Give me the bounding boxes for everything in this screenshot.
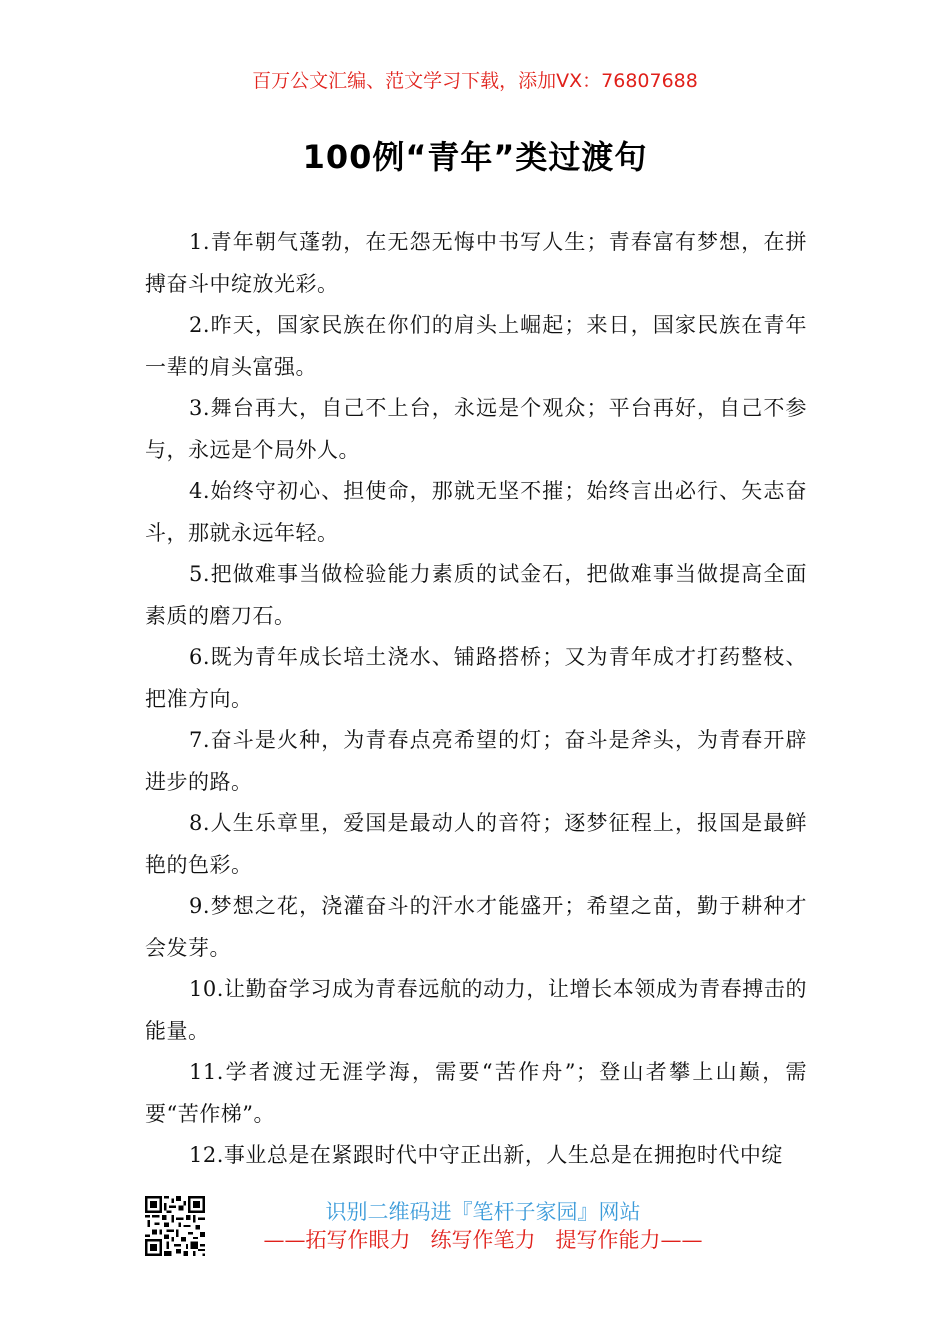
list-item: 2.昨天，国家民族在你们的肩头上崛起；来日，国家民族在青年一辈的肩头富强。 bbox=[145, 313, 807, 379]
header-note: 百万公文汇编、范文学习下载，添加VX：76807688 bbox=[252, 70, 698, 92]
list-item: 4.始终守初心、担使命，那就无坚不摧；始终言出必行、矢志奋斗，那就永远年轻。 bbox=[145, 479, 807, 545]
footer-website-link[interactable]: 识别二维码进『笔杆子家园』网站 bbox=[325, 1200, 641, 1224]
list-item: 5.把做难事当做检验能力素质的试金石，把做难事当做提高全面素质的磨刀石。 bbox=[145, 562, 807, 628]
list-item: 3.舞台再大，自己不上台，永远是个观众；平台再好，自己不参与，永远是个局外人。 bbox=[145, 396, 807, 462]
list-item: 11.学者渡过无涯学海，需要“苦作舟”；登山者攀上山巅，需要“苦作梯”。 bbox=[145, 1060, 807, 1126]
list-item: 8.人生乐章里，爱国是最动人的音符；逐梦征程上，报国是最鲜艳的色彩。 bbox=[145, 811, 807, 877]
list-item: 12.事业总是在紧跟时代中守正出新，人生总是在拥抱时代中绽 bbox=[189, 1143, 783, 1167]
list-item: 1.青年朝气蓬勃，在无怨无悔中书写人生；青春富有梦想，在拼搏奋斗中绽放光彩。 bbox=[145, 230, 807, 296]
footer bbox=[0, 1192, 950, 1262]
list-item: 10.让勤奋学习成为青春远航的动力，让增长本领成为青春搏击的能量。 bbox=[145, 977, 807, 1043]
list-item: 9.梦想之花，浇灌奋斗的汗水才能盛开；希望之苗，勤于耕种才会发芽。 bbox=[145, 894, 807, 960]
transition-sentence-list bbox=[145, 222, 807, 1177]
list-item: 7.奋斗是火种，为青春点亮希望的灯；奋斗是斧头，为青春开辟进步的路。 bbox=[145, 728, 807, 794]
page-title: 100例“青年”类过渡句 bbox=[302, 138, 648, 176]
list-item: 6.既为青年成长培土浇水、铺路搭桥；又为青年成才打药整枝、把准方向。 bbox=[145, 645, 807, 711]
footer-slogan: ——拓写作眼力 练写作笔力 提写作能力—— bbox=[263, 1228, 703, 1252]
